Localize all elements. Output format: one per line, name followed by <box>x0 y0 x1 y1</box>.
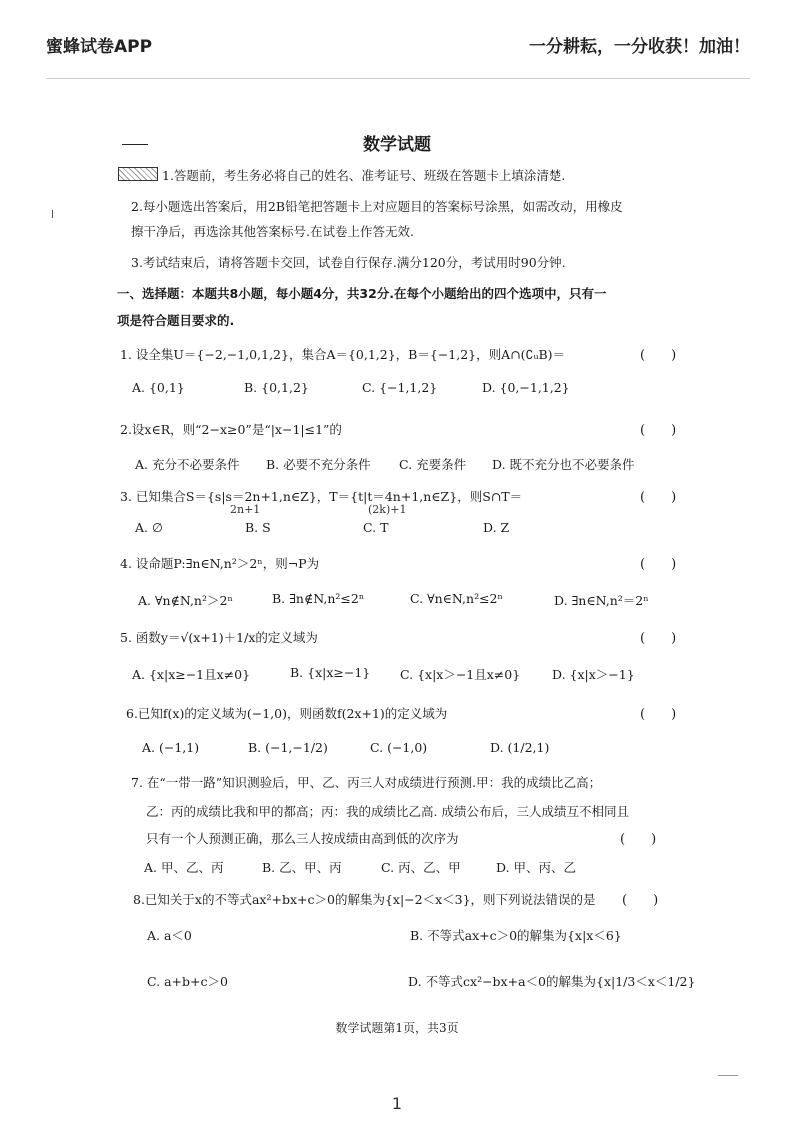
question-8-stem: 8.已知关于x的不等式ax²+bx+c＞0的解集为{x|−2＜x＜3}，则下列说法错误的是 <box>133 892 596 907</box>
q7-option-b: B. 乙、甲、丙 <box>262 860 342 875</box>
scan-mark <box>52 210 53 218</box>
exam-title: 数学试题 <box>363 135 431 155</box>
notes-line-2: 2.每小题选出答案后，用2B铅笔把答题卡上对应题目的答案标号涂黑，如需改动，用橡皮 <box>131 199 623 214</box>
notes-text-1: 1.答题前，考生务必将自己的姓名、准考证号、班级在答题卡上填涂清楚. <box>162 168 566 183</box>
question-5-stem: 5. 函数y＝√(x+1)＋1/x的定义域为 <box>120 630 318 645</box>
q3-handwritten-note-2: (2k)+1 <box>368 503 407 516</box>
q4-option-b: B. ∃n∉N,n²≤2ⁿ <box>272 591 365 606</box>
q7-option-a: A. 甲、乙、丙 <box>144 860 224 875</box>
q4-option-d: D. ∃n∈N,n²＝2ⁿ <box>554 593 649 608</box>
q1-option-c: C. {−1,1,2} <box>362 380 438 395</box>
q1-option-b: B. {0,1,2} <box>244 380 309 395</box>
notes-stamp <box>118 167 158 181</box>
question-3-answer-paren: ( ) <box>640 490 677 505</box>
app-name: 蜜蜂试卷APP <box>46 37 153 57</box>
q6-option-d: D. (1/2,1) <box>490 740 550 755</box>
q4-option-a: A. ∀n∉N,n²＞2ⁿ <box>138 593 233 608</box>
page-number: 1 <box>391 1094 403 1113</box>
q3-option-a: A. ∅ <box>135 520 163 535</box>
q1-option-a: A. {0,1} <box>132 380 185 395</box>
question-5-answer-paren: ( ) <box>640 631 677 646</box>
question-4-answer-paren: ( ) <box>640 557 677 572</box>
q7-option-d: D. 甲、丙、乙 <box>496 860 577 875</box>
question-3-stem: 3. 已知集合S＝{s|s＝2n+1,n∈Z}，T＝{t|t＝4n+1,n∈Z}，则S∩T＝ <box>120 489 523 504</box>
question-7-stem-2: 乙：丙的成绩比我和甲的都高；丙：我的成绩比乙高. 成绩公布后，三人成绩互不相同且 <box>146 804 629 819</box>
q8-option-a: A. a＜0 <box>147 928 192 943</box>
q4-option-c: C. ∀n∈N,n²≤2ⁿ <box>410 591 503 606</box>
question-2-answer-paren: ( ) <box>640 423 677 438</box>
question-7-stem-3: 只有一个人预测正确，那么三人按成绩由高到低的次序为 <box>146 831 459 846</box>
q6-option-a: A. (−1,1) <box>142 740 200 755</box>
question-6-stem: 6.已知f(x)的定义域为(−1,0)，则函数f(2x+1)的定义域为 <box>126 706 448 721</box>
q2-option-c: C. 充要条件 <box>399 457 467 472</box>
q1-option-d: D. {0,−1,1,2} <box>482 380 570 395</box>
notes-line-4: 3.考试结束后，请将答题卡交回，试卷自行保存.满分120分，考试用时90分钟. <box>131 255 566 270</box>
q5-option-c: C. {x|x＞−1且x≠0} <box>400 667 521 682</box>
notes-line-1 <box>118 166 565 184</box>
q8-option-b: B. 不等式ax+c＞0的解集为{x|x＜6} <box>410 928 622 943</box>
q7-option-c: C. 丙、乙、甲 <box>381 860 461 875</box>
question-1-stem: 1. 设全集U＝{−2,−1,0,1,2}，集合A＝{0,1,2}，B＝{−1,2}，则A∩(∁ᵤB)＝ <box>120 347 566 362</box>
q2-option-d: D. 既不充分也不必要条件 <box>492 457 635 472</box>
question-7-answer-paren: ( ) <box>620 832 657 847</box>
q3-option-b: B. S <box>245 520 271 535</box>
q3-option-c: C. T <box>363 520 389 535</box>
question-6-answer-paren: ( ) <box>640 707 677 722</box>
slogan: 一分耕耘，一分收获！加油！ <box>529 37 750 57</box>
q8-option-d: D. 不等式cx²−bx+a＜0的解集为{x|1/3＜x＜1/2} <box>408 974 696 989</box>
q6-option-b: B. (−1,−1/2) <box>248 740 328 755</box>
q8-option-c: C. a+b+c＞0 <box>147 974 228 989</box>
notes-line-3: 擦干净后，再选涂其他答案标号.在试卷上作答无效. <box>131 224 414 239</box>
question-2-stem: 2.设x∈R，则“2−x≥0”是“|x−1|≤1”的 <box>120 422 342 437</box>
scan-edge-mark <box>718 1075 738 1076</box>
page-footer: 数学试题第1页，共3页 <box>335 1021 459 1035</box>
question-8-answer-paren: ( ) <box>622 893 659 908</box>
q5-option-d: D. {x|x＞−1} <box>552 667 635 682</box>
q2-option-b: B. 必要不充分条件 <box>266 457 371 472</box>
question-7-stem-1: 7. 在“一带一路”知识测验后，甲、乙、丙三人对成绩进行预测.甲：我的成绩比乙高； <box>131 775 602 790</box>
question-4-stem: 4. 设命题P:∃n∈N,n²＞2ⁿ，则¬P为 <box>120 556 320 571</box>
q3-option-d: D. Z <box>483 520 510 535</box>
q3-handwritten-note-1: 2n+1 <box>230 503 261 516</box>
section-heading-1: 一、选择题：本题共8小题，每小题4分，共32分.在每个小题给出的四个选项中，只有一 <box>117 286 607 301</box>
question-1-answer-paren: ( ) <box>640 348 677 363</box>
q5-option-a: A. {x|x≥−1且x≠0} <box>132 667 251 682</box>
q6-option-c: C. (−1,0) <box>370 740 428 755</box>
section-heading-2: 项是符合题目要求的. <box>117 313 235 328</box>
q5-option-b: B. {x|x≥−1} <box>290 665 371 680</box>
header-divider <box>46 78 750 79</box>
q2-option-a: A. 充分不必要条件 <box>135 457 240 472</box>
